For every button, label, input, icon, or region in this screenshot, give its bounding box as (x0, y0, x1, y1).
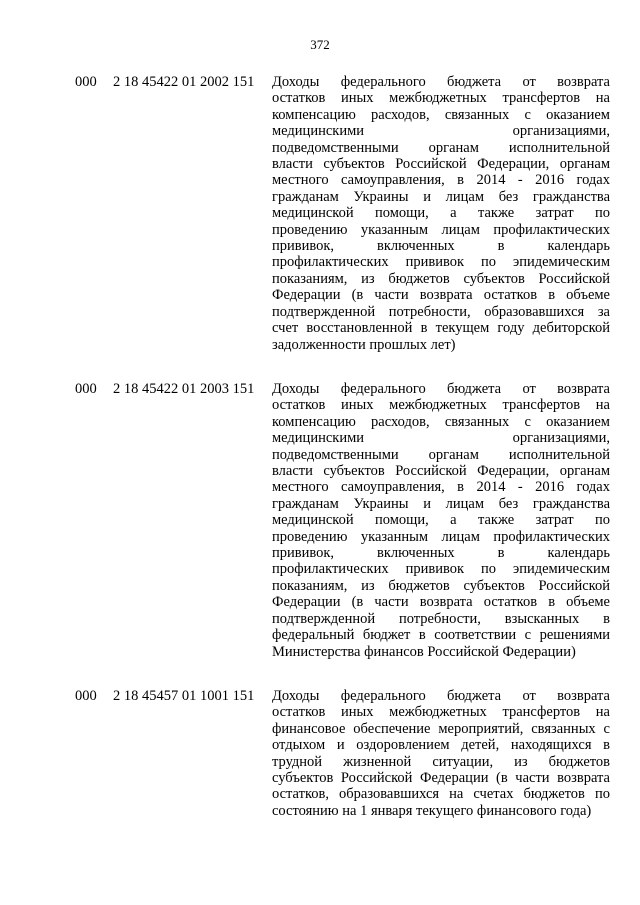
description-line: Доходы федерального бюджета от возврата (272, 74, 610, 90)
description-line: власти субъектов Российской Федерации, органам (272, 156, 610, 173)
description-line: проведению указанным лицам профилактических (272, 221, 610, 238)
admin-code: 000 (75, 381, 97, 397)
description-line: Доходы федерального бюджета от возврата (272, 688, 610, 704)
description-line: показаниям, из бюджетов субъектов Российской (272, 577, 610, 594)
admin-code: 000 (75, 688, 97, 704)
description-line: гражданам Украины и лицам без гражданства (272, 495, 610, 512)
description-line: проведению указанным лицам профилактических (272, 528, 610, 545)
description-line: остатков иных межбюджетных трансфертов на (272, 704, 610, 721)
description-line: компенсацию расходов, связанных с оказанием (272, 413, 610, 430)
description-line: профилактических прививок по эпидемическим (272, 254, 610, 271)
description-line: подтвержденной потребности, образовавшихся за (272, 303, 610, 320)
description-line: подведомственными органам исполнительной (272, 139, 610, 156)
description-line: субъектов Российской Федерации (в части возврата (272, 770, 610, 787)
budget-classification-code: 2 18 45457 01 1001 151 (113, 688, 255, 704)
description-line: медицинской помощи, а также затрат по (272, 205, 610, 222)
description-line: федеральный бюджет в соответствии с решениями (272, 627, 610, 644)
description-line: профилактических прививок по эпидемическим (272, 561, 610, 578)
description-line: медицинскими организациями, (272, 430, 610, 447)
description-line: остатков иных межбюджетных трансфертов на (272, 90, 610, 107)
description-line: задолженности прошлых лет) (272, 336, 456, 353)
description-line: гражданам Украины и лицам без гражданства (272, 188, 610, 205)
budget-classification-code: 2 18 45422 01 2003 151 (113, 381, 255, 397)
description-line: финансовое обеспечение мероприятий, связанных с (272, 720, 610, 737)
description-line: трудной жизненной ситуации, из бюджетов (272, 753, 610, 770)
page-number: 372 (310, 37, 330, 52)
description-line: Министерства финансов Российской Федерации) (272, 643, 576, 660)
description-line: Доходы федерального бюджета от возврата (272, 381, 610, 397)
description-line: подтвержденной потребности, взысканных в (272, 610, 610, 627)
description-line: остатков иных межбюджетных трансфертов на (272, 397, 610, 414)
budget-classification-code: 2 18 45422 01 2002 151 (113, 74, 255, 90)
description-line: медицинскими организациями, (272, 123, 610, 140)
description-line: местного самоуправления, в 2014 - 2016 годах (272, 172, 610, 189)
revenue-description (272, 381, 610, 660)
description-line: власти субъектов Российской Федерации, органам (272, 463, 610, 480)
revenue-description (272, 688, 610, 819)
description-line: прививок, включенных в календарь (272, 238, 610, 255)
description-line: остатков, образовавшихся на счетах бюджетов по (272, 786, 610, 803)
description-line: показаниям, из бюджетов субъектов Российской (272, 270, 610, 287)
description-line: подведомственными органам исполнительной (272, 446, 610, 463)
description-line: местного самоуправления, в 2014 - 2016 годах (272, 479, 610, 496)
description-line: отдыхом и оздоровлением детей, находящихся в (272, 737, 610, 754)
description-line: медицинской помощи, а также затрат по (272, 512, 610, 529)
admin-code: 000 (75, 74, 97, 90)
description-line: прививок, включенных в календарь (272, 545, 610, 562)
description-line: Федерации (в части возврата остатков в объеме (272, 594, 610, 611)
description-line: счет восстановленной в текущем году дебиторской (272, 320, 610, 337)
revenue-description (272, 74, 610, 353)
description-line: компенсацию расходов, связанных с оказанием (272, 106, 610, 123)
description-line: Федерации (в части возврата остатков в объеме (272, 287, 610, 304)
description-line: состоянию на 1 января текущего финансового года) (272, 802, 592, 819)
